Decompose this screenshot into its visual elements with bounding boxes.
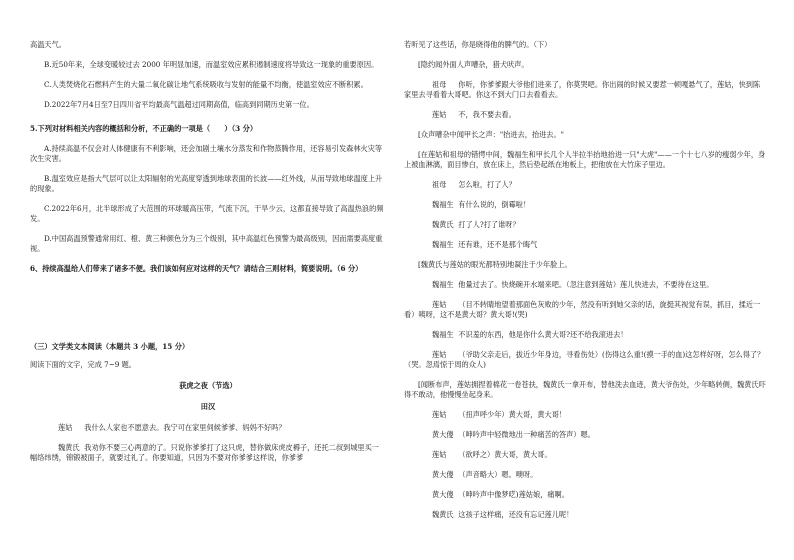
dialogue-line — [404, 80, 766, 100]
speaker: 黄大傻 — [432, 490, 454, 499]
speech: （目不转睛地望着那面色灰败的少年，然没有听到她父亲的话，旋挺其视觉有误，抓目，揉近一看）咦呀，这不是黄大哥？黄大哥!(哭) — [404, 300, 761, 319]
dialogue-line — [404, 300, 766, 320]
option-c-text: C.人类焚烧化石燃料产生的大量二氧化碳让地气系统吸收与发射的能量不均衡，使温室效应不断积累。 — [44, 80, 368, 89]
work-title: 获虎之夜（节选） — [179, 381, 237, 390]
speech: [在莲姑和祖母的错愕中间，魏福生和甲长几个人半拉半抬地抬进一只"大虎"——一个十七八岁的瘦弱少年，身上被血淋漓，面目惨白，放在床上，然后垫起纸在地板上，把他放在大竹床子里边。 — [404, 150, 766, 169]
speech: [众声嘈杂中闻甲长之声："抬进去，抬进去。" — [418, 130, 564, 139]
stage-direction — [404, 380, 766, 400]
speech: （欲呼之）黄大哥，黄大哥。 — [458, 450, 552, 459]
speaker: 魏黄氏 — [58, 443, 80, 452]
speech: 若听见了这些话，你是晓得他的脾气的。（下） — [404, 40, 552, 49]
speech: 还有谁，还不是那个晦气 — [458, 240, 538, 249]
dialogue-line — [404, 240, 766, 250]
q5-option-d: D.中国高温预警通常用红、橙、黄三种颜色分为三个级别，其中高温红色预警为最高级别，因而需要高度重视。 — [30, 234, 383, 253]
speaker: 魏福生 — [432, 280, 454, 289]
speech: [隐约闻外面人声嘈杂，猎犬吠声。 — [418, 60, 529, 69]
speaker: 莲姑 — [432, 110, 447, 119]
speech: [闻断布声，莲姑拥捏着棉花一卷苍扶，魏黄氏一拿开布，替他洗去血迹，黄大爷伤处，少年略转侧，魏黄氏吓得不敢动，他慢慢坐起身来。 — [404, 380, 766, 399]
speaker: 莲姑 — [432, 350, 447, 359]
speech: （爷助父亲走后，拔近少年身边，寻看伤处）(伤得这么重!(摸一手的血)这怎样好呀，怎么得了？（哭。忽焉惊于周的众人) — [404, 350, 765, 369]
question-5-title: 5.下列对材料相关内容的概括和分析，不正确的一项是（ ）（3 分） — [30, 124, 258, 133]
speaker: 祖母 — [432, 180, 447, 189]
dialogue-line — [30, 423, 386, 433]
dialogue-line — [404, 330, 766, 340]
speaker: 魏福生 — [432, 200, 454, 209]
speech: （扭声呼少年）黄大哥，黄大哥！ — [458, 410, 567, 419]
dialogue-line — [404, 450, 766, 460]
right-column — [404, 40, 766, 520]
dialogue-line — [404, 40, 766, 50]
q5-option-a: A.持续高温不仅会对人体健康有不利影响，还会加剧土壤水分蒸发和作物蒸腾作用，还容易引发森林火灾等次生灾害。 — [30, 144, 383, 163]
speech: 打了人?打了谁呀？ — [458, 220, 520, 229]
speaker: 魏黄氏 — [432, 220, 454, 229]
speech: 怎么啦，打了人？ — [458, 180, 516, 189]
dialogue-line — [404, 430, 766, 440]
option-b-text: B.近50年来，全球变暖较过去 2000 年明显加速，而温室效应累积遏制速度将导致这一现象的重要原因。 — [44, 60, 379, 69]
speech: 我劝你不要三心两意的了。只说你爹爹打了这只虎，替你做床虎皮褥子，还托二叔到城里买一幅络纬绣，锦锻被面子，就要过礼了。你要知道，只因为不要对你爹爹这样说，你爹爹 — [30, 443, 379, 462]
text-line: 高温天气。 — [30, 40, 66, 49]
speaker: 莲姑 — [432, 300, 447, 309]
speaker: 莲姑 — [432, 450, 447, 459]
speaker: 黄大傻 — [432, 470, 454, 479]
section-intro: 阅读下面的文字，完成 7~9 题。 — [30, 360, 136, 369]
speech: 不，我不要去看。 — [458, 110, 516, 119]
dialogue-line — [404, 220, 766, 230]
section-title: （三）文学类文本阅读（本题共 3 小题，15 分） — [30, 342, 190, 351]
speech: 他量过去了。快烧碗开水端来吧。（忽注意到莲姑）莲儿快进去，不要待在这里。 — [458, 280, 714, 289]
speech: 有什么说的，倒霉啦！ — [458, 200, 531, 209]
stage-direction — [404, 60, 766, 70]
dialogue-line — [404, 410, 766, 420]
question-6-title: 6、持续高温给人们带来了诸多不便。我们该如何应对这样的天气？请结合三则材料，简要说明。（6 分） — [30, 264, 363, 273]
dialogue-line — [404, 110, 766, 120]
dialogue-line — [404, 350, 766, 370]
speech: [魏黄氏与莲姑的眼光都特别地凝注于少年脸上。 — [418, 260, 572, 269]
stage-direction — [404, 150, 766, 170]
stage-direction — [404, 130, 766, 140]
dialogue-line — [404, 280, 766, 290]
dialogue-line — [30, 443, 386, 463]
speech: 你听，你爹爹跟大爷他们进来了，你莫哭吧。你出闹的时候又要惹一顿嘎悬气了，莲姑，快到陈家里去寻看着大哥吧。你这不到大门口去看看去。 — [404, 80, 761, 99]
speech: 这孩子这样痛，还没有忘记莲儿呢！ — [458, 510, 574, 519]
speech: （声音略大）嗯。噢呀。 — [458, 470, 538, 479]
speech: 不识羞的东西，他是你什么黄大哥?还不给我滚进去！ — [458, 330, 628, 339]
speaker: 莲姑 — [58, 423, 73, 432]
answer-space — [30, 274, 386, 342]
left-column — [30, 40, 386, 463]
option-d-text: D.2022年7月4日至7日四川省平均最高气温超过同期高值，临高到同期历史第一位。 — [44, 100, 314, 109]
speech: 我什么人家也不愿意去。我宁可在家里伺候爹爹、妈妈不好吗？ — [84, 423, 286, 432]
stage-direction — [404, 260, 766, 270]
speaker: 莲姑 — [432, 410, 447, 419]
speaker: 魏福生 — [432, 240, 454, 249]
dialogue-line — [404, 490, 766, 500]
dialogue-line — [404, 510, 766, 520]
speaker: 魏黄氏 — [432, 510, 454, 519]
dialogue-line — [404, 180, 766, 190]
dialogue-line — [404, 200, 766, 210]
speech: （呻吟声中像梦呓)莲姑娘，痛啊。 — [458, 490, 569, 499]
speaker: 黄大傻 — [432, 430, 454, 439]
q5-option-b: B.温室效应是指大气层可以让太阳辐射的光高度穿透到地球表面的长波——红外线，从而导致地球温度上升的现象。 — [30, 174, 383, 193]
dialogue-line — [404, 470, 766, 480]
q5-option-c: C.2022年6月，北半球形成了大范围的环球暖高压带，气流下沉，干旱少云，这都直接导致了高温热浪的频发。 — [30, 204, 384, 223]
speaker: 魏福生 — [432, 330, 454, 339]
speech: （呻吟声中轻微地出一种痛苦的答声）嗯。 — [458, 430, 595, 439]
speaker: 祖母 — [432, 80, 447, 89]
author: 田汉 — [200, 402, 216, 411]
